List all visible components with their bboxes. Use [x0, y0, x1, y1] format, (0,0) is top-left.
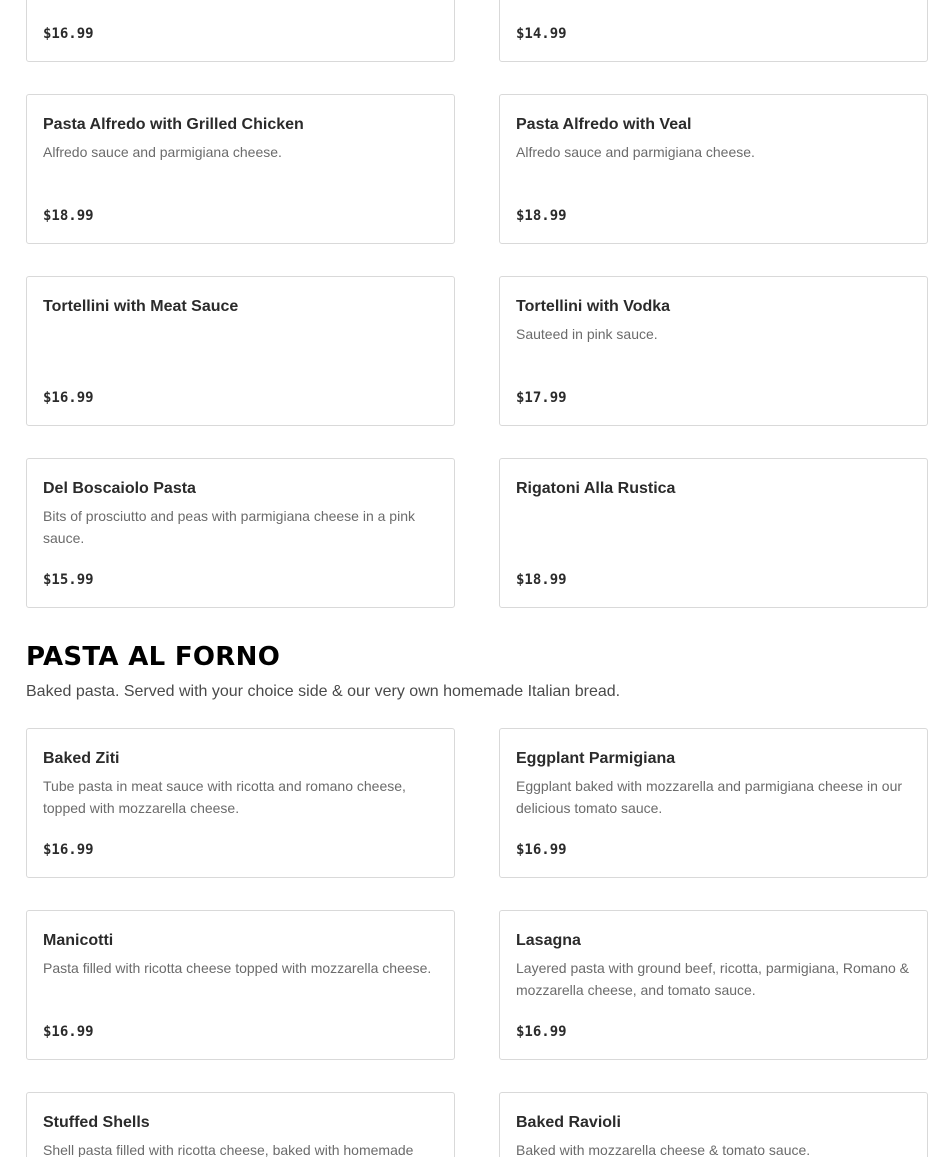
section-title: PASTA AL FORNO — [26, 642, 281, 672]
menu-item-card[interactable] — [26, 94, 455, 244]
menu-item-card[interactable] — [499, 276, 928, 426]
menu-item-name: Baked Ziti — [43, 750, 120, 767]
menu-item-price: $16.99 — [43, 842, 94, 858]
pasta-items-grid — [26, 0, 928, 608]
menu-item-price: $17.99 — [516, 390, 567, 406]
menu-item-card[interactable] — [499, 728, 928, 878]
menu-item-name: Manicotti — [43, 932, 114, 949]
menu-item-card[interactable] — [26, 910, 455, 1060]
menu-item-description: Baked with mozzarella cheese & tomato sauce. — [516, 1142, 811, 1157]
menu-item-card[interactable] — [26, 1092, 455, 1157]
menu-item-card[interactable] — [26, 276, 455, 426]
menu-item-name: Pasta Alfredo with Grilled Chicken — [43, 116, 304, 133]
menu-item-price: $14.99 — [516, 26, 567, 42]
menu-item-name: Pasta Alfredo with Veal — [516, 116, 692, 133]
menu-item-description: Eggplant baked with mozzarella and parmigiana cheese in our delicious tomato sauce. — [516, 778, 903, 816]
menu-item-card[interactable] — [499, 458, 928, 608]
menu-item-name: Stuffed Shells — [43, 1114, 150, 1131]
menu-item-description: Sauteed in pink sauce. — [516, 326, 658, 342]
menu-item-price: $18.99 — [43, 208, 94, 224]
menu-item-price: $18.99 — [516, 208, 567, 224]
menu-item-description: Shell pasta filled with ricotta cheese, baked with homemade — [43, 1142, 414, 1157]
pasta-al-forno-grid — [26, 728, 928, 1157]
menu-item-card[interactable] — [499, 1092, 928, 1157]
menu-item-name: Eggplant Parmigiana — [516, 750, 676, 767]
menu-item-card[interactable] — [499, 0, 928, 62]
menu-item-price: $16.99 — [516, 1024, 567, 1040]
menu-item-name: Baked Ravioli — [516, 1114, 621, 1131]
menu-item-price: $16.99 — [43, 1024, 94, 1040]
section-subtitle: Baked pasta. Served with your choice side & our very own homemade Italian bread. — [26, 683, 621, 700]
menu-item-price: $16.99 — [516, 842, 567, 858]
menu-item-name: Lasagna — [516, 932, 581, 949]
menu-item-name: Tortellini with Vodka — [516, 298, 671, 315]
menu-item-name: Tortellini with Meat Sauce — [43, 298, 239, 315]
menu-item-name: Rigatoni Alla Rustica — [516, 480, 676, 497]
menu-item-card[interactable] — [26, 458, 455, 608]
menu-item-description: Tube pasta in meat sauce with ricotta and romano cheese, topped with mozzarella cheese. — [43, 778, 406, 816]
menu-item-card[interactable] — [26, 0, 455, 62]
menu-item-description: Layered pasta with ground beef, ricotta, parmigiana, Romano & mozzarella cheese, and tomato sauce. — [516, 960, 910, 998]
menu-item-card[interactable] — [499, 910, 928, 1060]
menu-item-description: Alfredo sauce and parmigiana cheese. — [516, 144, 755, 160]
menu-item-name: Del Boscaiolo Pasta — [43, 480, 196, 497]
menu-item-price: $16.99 — [43, 390, 94, 406]
menu-item-description: Alfredo sauce and parmigiana cheese. — [43, 144, 282, 160]
menu-item-price: $16.99 — [43, 26, 94, 42]
menu-item-price: $15.99 — [43, 572, 94, 588]
menu-item-price: $18.99 — [516, 572, 567, 588]
menu-item-description: Pasta filled with ricotta cheese topped with mozzarella cheese. — [43, 960, 432, 976]
menu-item-card[interactable] — [499, 94, 928, 244]
menu-item-description: Bits of prosciutto and peas with parmigiana cheese in a pink sauce. — [43, 508, 415, 546]
menu-item-card[interactable] — [26, 728, 455, 878]
